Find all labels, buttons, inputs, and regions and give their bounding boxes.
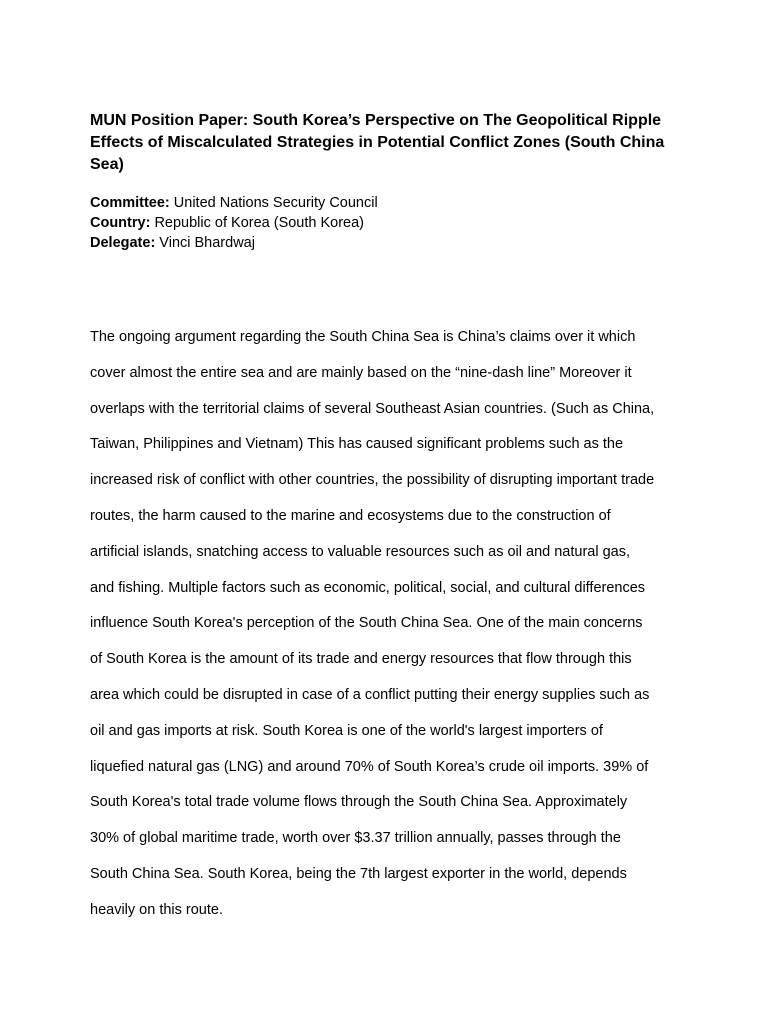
body-line: and fishing. Multiple factors such as economic, political, social, and cultural differences — [90, 579, 646, 596]
body-paragraph — [90, 320, 690, 929]
body-line: liquefied natural gas (LNG) and around 70% of South Korea’s crude oil imports. 39% of — [90, 758, 649, 775]
body-line: area which could be disrupted in case of a conflict putting their energy supplies such as — [90, 686, 650, 703]
body-line: oil and gas imports at risk. South Korea is one of the world's largest importers of — [90, 722, 603, 739]
committee-label: Committee: — [90, 195, 170, 211]
country-value: Republic of Korea (South Korea) — [150, 215, 365, 231]
delegate-value: Vinci Bhardwaj — [155, 235, 255, 251]
document-meta — [90, 193, 690, 253]
body-line: heavily on this route. — [90, 901, 223, 918]
country-row — [90, 213, 690, 233]
body-line: of South Korea is the amount of its trade and energy resources that flow through this — [90, 651, 632, 668]
delegate-row — [90, 233, 690, 253]
body-line: artificial islands, snatching access to valuable resources such as oil and natural gas, — [90, 543, 631, 560]
body-line: 30% of global maritime trade, worth over $3.37 trillion annually, passes through the — [90, 830, 621, 847]
body-line: increased risk of conflict with other countries, the possibility of disrupting important trade — [90, 472, 655, 489]
committee-value: United Nations Security Council — [169, 195, 378, 211]
body-line: South China Sea. South Korea, being the 7th largest exporter in the world, depends — [90, 865, 627, 882]
body-line: Taiwan, Philippines and Vietnam) This has caused significant problems such as the — [90, 436, 624, 453]
body-line: cover almost the entire sea and are mainly based on the “nine-dash line” Moreover it — [90, 364, 632, 381]
body-line: South Korea's total trade volume flows through the South China Sea. Approximately — [90, 794, 628, 811]
body-line: influence South Korea's perception of the South China Sea. One of the main concerns — [90, 615, 643, 632]
body-line: routes, the harm caused to the marine and ecosystems due to the construction of — [90, 507, 611, 524]
committee-row — [90, 193, 690, 213]
body-line: The ongoing argument regarding the South China Sea is China’s claims over it which — [90, 329, 636, 345]
body-line: overlaps with the territorial claims of several Southeast Asian countries. (Such as China, — [90, 400, 655, 417]
document-title: MUN Position Paper: South Korea’s Perspective on The Geopolitical Ripple Effects of Miscalculated Strategies in Potential Conflict Zones (South China Sea) — [90, 112, 665, 173]
delegate-label: Delegate: — [90, 235, 156, 251]
country-label: Country: — [90, 215, 151, 231]
